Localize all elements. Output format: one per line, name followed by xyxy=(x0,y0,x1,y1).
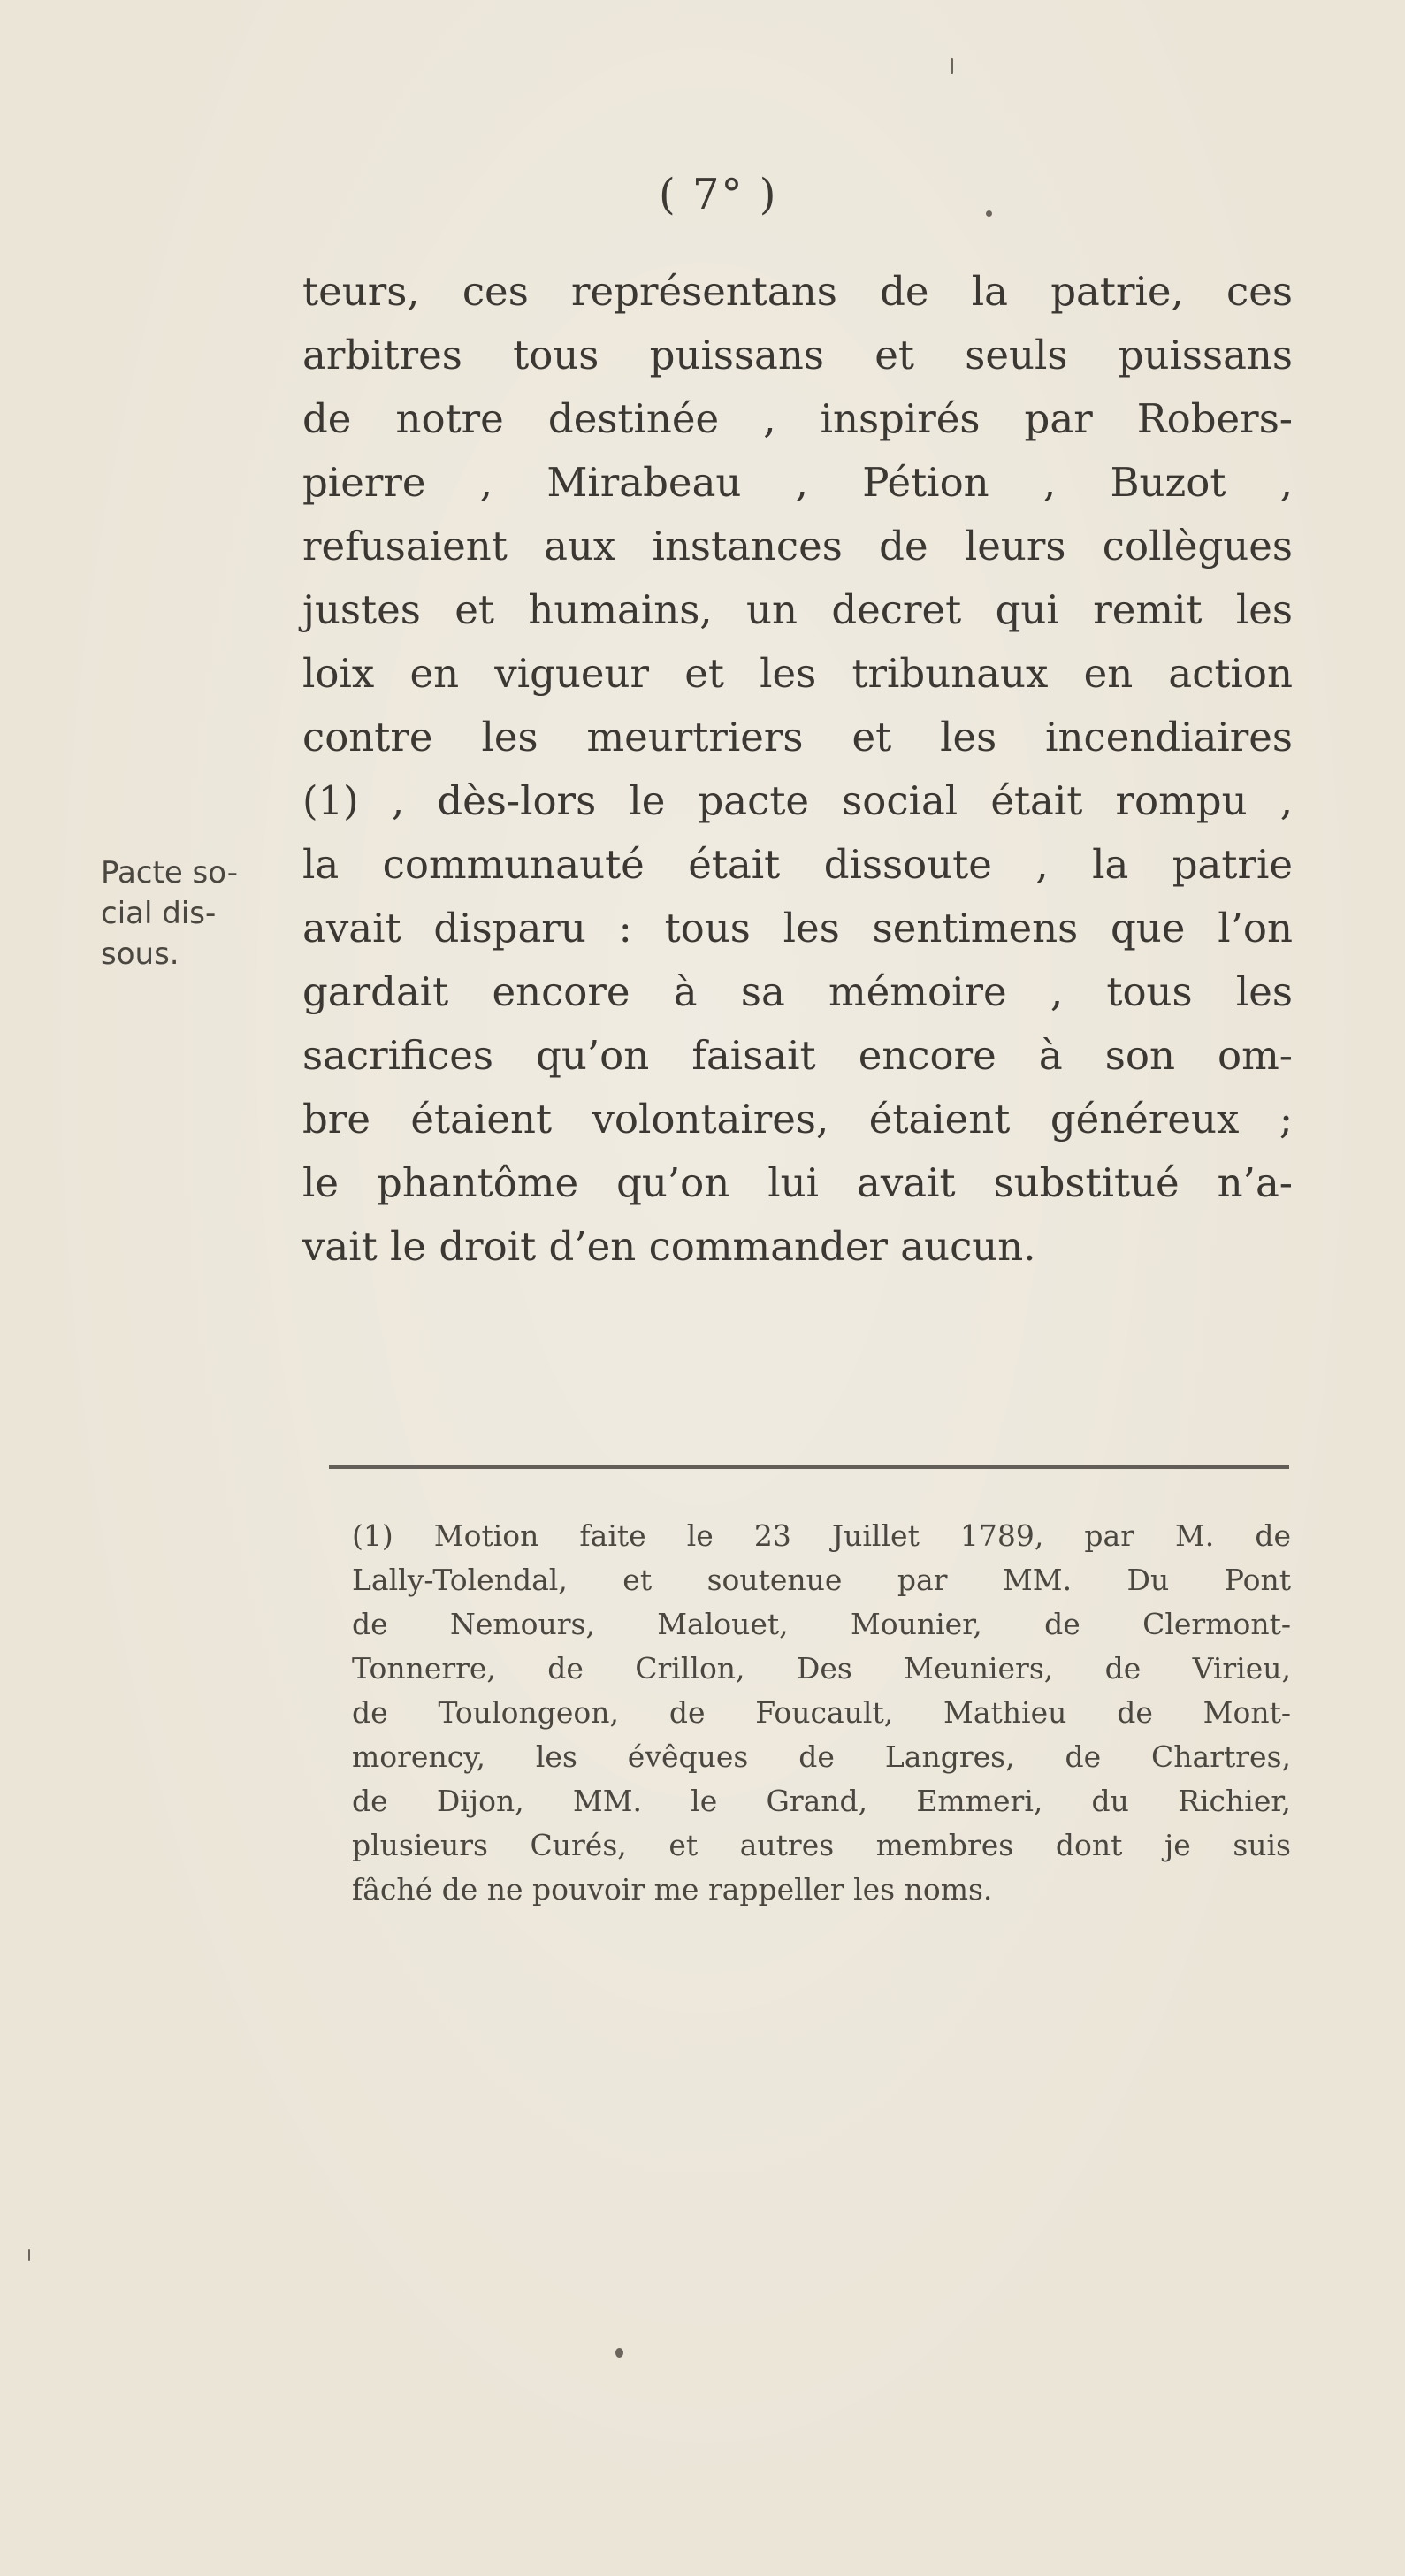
text-line: justes et humains, un decret qui remit les xyxy=(302,586,1293,633)
text-line: (1) , dès-lors le pacte social était rompu , xyxy=(302,777,1293,824)
text-line: avait disparu : tous les sentimens que l’on xyxy=(302,905,1293,952)
footnote-line: plusieurs Curés, et autres membres dont je suis xyxy=(352,1828,1291,1862)
ink-speck xyxy=(28,2249,30,2261)
footnote-line: de Toulongeon, de Foucault, Mathieu de Mont- xyxy=(352,1695,1291,1730)
ink-speck xyxy=(986,210,992,217)
margin-note xyxy=(101,852,295,975)
footnote-line: morency, les évêques de Langres, de Chartres, xyxy=(352,1739,1291,1774)
footnote-line: Lally-Tolendal, et soutenue par MM. Du Pont xyxy=(352,1563,1291,1597)
footnote-line: Tonnerre, de Crillon, Des Meuniers, de Virieu, xyxy=(352,1651,1291,1685)
footnote-separator xyxy=(329,1465,1289,1469)
text-line: le phantôme qu’on lui avait substitué n’a- xyxy=(302,1159,1293,1206)
text-line: contre les meurtriers et les incendiaires xyxy=(302,714,1293,761)
main-text-block xyxy=(302,260,1293,1279)
text-line: teurs, ces représentans de la patrie, ces xyxy=(302,268,1293,315)
ink-speck xyxy=(615,2348,623,2358)
footnote-line: de Nemours, Malouet, Mounier, de Clermont- xyxy=(352,1607,1291,1641)
margin-note-line: sous. xyxy=(101,936,179,972)
footnote-line: (1) Motion faite le 23 Juillet 1789, par M. de xyxy=(352,1518,1291,1553)
text-line: de notre destinée , inspirés par Robers- xyxy=(302,395,1293,442)
text-line: bre étaient volontaires, étaient généreux ; xyxy=(302,1096,1293,1143)
ink-speck xyxy=(951,58,953,74)
footnote-line: de Dijon, MM. le Grand, Emmeri, du Richier, xyxy=(352,1784,1291,1818)
text-line: la communauté était dissoute , la patrie xyxy=(302,841,1293,888)
margin-note-line: Pacte so- xyxy=(101,855,238,891)
text-line: loix en vigueur et les tribunaux en action xyxy=(302,650,1293,697)
text-line: sacrifices qu’on faisait encore à son om- xyxy=(302,1032,1293,1079)
margin-note-line: cial dis- xyxy=(101,896,217,931)
text-line: gardait encore à sa mémoire , tous les xyxy=(302,968,1293,1015)
text-line: pierre , Mirabeau , Pétion , Buzot , xyxy=(302,459,1293,506)
text-line: refusaient aux instances de leurs collègues xyxy=(302,523,1293,569)
page-number: ( 7° ) xyxy=(659,170,778,219)
footnote-block xyxy=(352,1514,1291,1912)
text-line: arbitres tous puissans et seuls puissans xyxy=(302,332,1293,378)
footnote-line: fâché de ne pouvoir me rappeller les noms. xyxy=(352,1872,993,1907)
text-line: vait le droit d’en commander aucun. xyxy=(302,1223,1036,1270)
